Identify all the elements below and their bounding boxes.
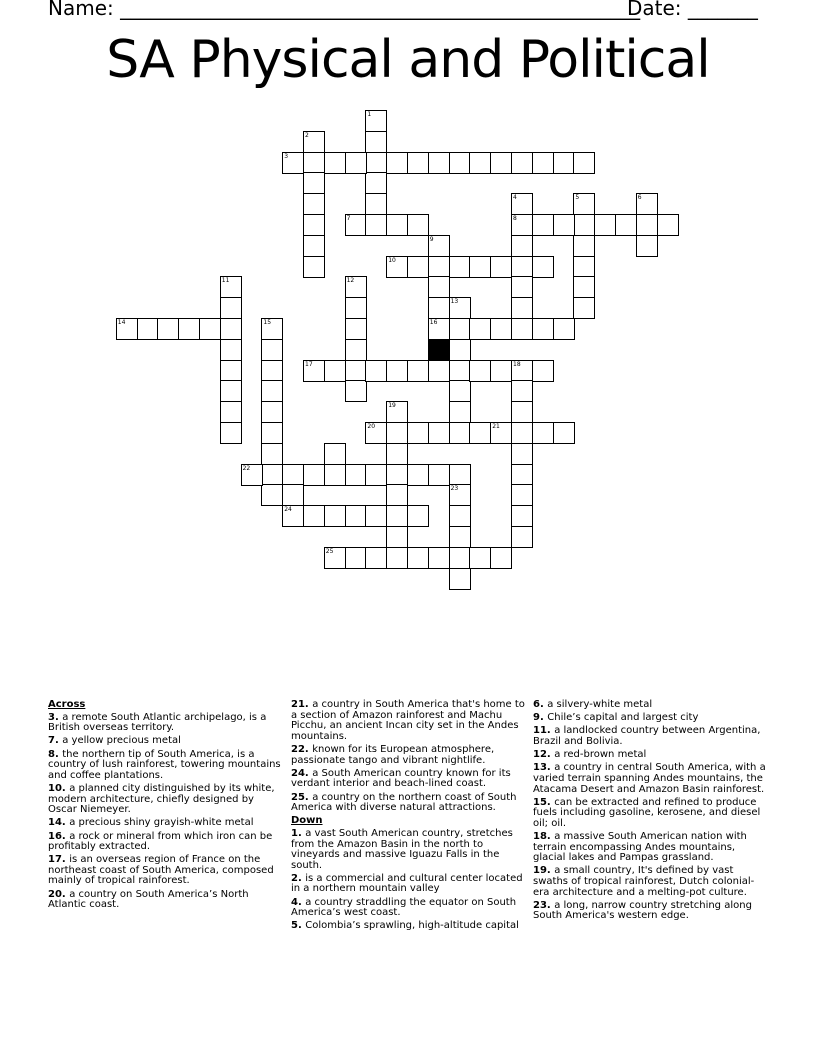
crossword-cell[interactable] bbox=[511, 360, 533, 382]
crossword-cell[interactable] bbox=[532, 360, 554, 382]
crossword-cell[interactable] bbox=[241, 464, 263, 486]
name-field-label: Name: ____________________________________________________ bbox=[48, 0, 641, 20]
crossword-cell[interactable] bbox=[449, 422, 471, 444]
crossword-cell[interactable] bbox=[261, 360, 283, 382]
crossword-cell[interactable] bbox=[428, 464, 450, 486]
crossword-cell[interactable] bbox=[178, 318, 200, 340]
crossword-cell[interactable] bbox=[282, 464, 304, 486]
crossword-cell[interactable] bbox=[282, 152, 304, 174]
clue-item-number: 10. bbox=[48, 782, 70, 794]
clue-item bbox=[48, 784, 282, 816]
clue-item bbox=[48, 832, 282, 853]
clue-item bbox=[291, 898, 525, 919]
crossword-cell[interactable] bbox=[365, 131, 387, 153]
crossword-cell[interactable] bbox=[553, 318, 575, 340]
crossword-cell[interactable] bbox=[365, 214, 387, 236]
crossword-cell[interactable] bbox=[511, 193, 533, 215]
crossword-cell[interactable] bbox=[345, 339, 367, 361]
clue-item-number: 13. bbox=[533, 762, 555, 774]
crossword-cell[interactable] bbox=[449, 297, 471, 319]
clue-item-text: a small country, It's defined by vast swaths of tropical rainforest, Dutch colonial-era architecture and a melting-pot culture. bbox=[533, 865, 755, 898]
clue-item-number: 15. bbox=[533, 796, 555, 808]
clue-item-number: 8. bbox=[48, 748, 63, 760]
clue-item-number: 7. bbox=[48, 735, 63, 747]
crossword-cell[interactable] bbox=[386, 464, 408, 486]
crossword-cell[interactable] bbox=[116, 318, 138, 340]
crossword-cell[interactable] bbox=[553, 214, 575, 236]
clue-item-text: Chile’s capital and largest city bbox=[547, 712, 699, 724]
crossword-cell[interactable] bbox=[449, 339, 471, 361]
clue-number: 6 bbox=[637, 194, 642, 202]
clue-item bbox=[291, 874, 525, 895]
clue-section-heading: Across bbox=[48, 699, 86, 710]
clue-number: 9 bbox=[429, 235, 434, 243]
crossword-cell[interactable] bbox=[449, 360, 471, 382]
crossword-cell[interactable] bbox=[199, 318, 221, 340]
crossword-cell[interactable] bbox=[469, 547, 491, 569]
clue-number: 22 bbox=[242, 464, 251, 472]
crossword-cell[interactable] bbox=[449, 484, 471, 506]
crossword-cell[interactable] bbox=[511, 484, 533, 506]
crossword-cell[interactable] bbox=[511, 380, 533, 402]
clue-item bbox=[48, 750, 282, 782]
crossword-cell[interactable] bbox=[407, 464, 429, 486]
crossword-cell[interactable] bbox=[511, 297, 533, 319]
crossword-cell[interactable] bbox=[261, 484, 283, 506]
clue-item-text: a massive South American nation with terrain encompassing Andes mountains, glacial lakes and Pampas grassland. bbox=[533, 831, 747, 864]
crossword-cell[interactable] bbox=[573, 297, 595, 319]
clue-item bbox=[533, 832, 767, 864]
crossword-cell[interactable] bbox=[490, 547, 512, 569]
crossword-block-cell bbox=[428, 339, 450, 361]
clue-number: 14 bbox=[117, 319, 126, 326]
clue-item-text: a country straddling the equator on South America’s west coast. bbox=[291, 896, 517, 919]
clue-item-text: a rock or mineral from which iron can be profitably extracted. bbox=[48, 830, 273, 853]
crossword-cell[interactable] bbox=[553, 422, 575, 444]
crossword-cell[interactable] bbox=[594, 214, 616, 236]
clue-column-2 bbox=[291, 700, 525, 935]
crossword-cell[interactable] bbox=[532, 152, 554, 174]
crossword-cell[interactable] bbox=[449, 152, 471, 174]
crossword-cell[interactable] bbox=[428, 297, 450, 319]
crossword-cell[interactable] bbox=[303, 505, 325, 527]
crossword-cell[interactable] bbox=[303, 464, 325, 486]
crossword-cell[interactable] bbox=[428, 276, 450, 298]
clue-number: 25 bbox=[325, 547, 334, 555]
clue-number: 10 bbox=[388, 256, 396, 264]
crossword-cell[interactable] bbox=[324, 360, 346, 382]
crossword-cell[interactable] bbox=[469, 360, 491, 382]
crossword-cell[interactable] bbox=[490, 256, 512, 278]
crossword-cell[interactable] bbox=[511, 422, 533, 444]
crossword-cell[interactable] bbox=[386, 422, 408, 444]
clue-number: 11 bbox=[221, 277, 230, 285]
clue-item-number: 20. bbox=[48, 888, 70, 900]
clue-item-text: a country on the northern coast of South America with diverse natural attractions. bbox=[291, 791, 517, 814]
clue-item-text: a long, narrow country stretching along South America's western edge. bbox=[533, 899, 752, 922]
clue-number: 21 bbox=[492, 423, 500, 430]
clue-item-text: a vast South American country, stretches from the Amazon Basin in the north to vineyards and massive Iguazu Falls in the south. bbox=[291, 827, 513, 871]
crossword-cell[interactable] bbox=[449, 256, 471, 278]
crossword-cell[interactable] bbox=[657, 214, 679, 236]
crossword-cell[interactable] bbox=[407, 152, 429, 174]
clue-item-number: 5. bbox=[291, 920, 306, 932]
crossword-cell[interactable] bbox=[636, 193, 658, 215]
crossword-cell[interactable] bbox=[573, 235, 595, 257]
clue-item-text: a remote South Atlantic archipelago, is a British overseas territory. bbox=[48, 711, 267, 734]
crossword-cell[interactable] bbox=[365, 422, 387, 444]
crossword-cell[interactable] bbox=[345, 360, 367, 382]
crossword-cell[interactable] bbox=[428, 235, 450, 257]
crossword-cell[interactable] bbox=[365, 152, 387, 174]
clue-number: 18 bbox=[513, 360, 521, 368]
clue-item-text: is a commercial and cultural center located in a northern mountain valley bbox=[291, 872, 523, 895]
crossword-cell[interactable] bbox=[428, 318, 450, 340]
clue-item-text: a country in central South America, with a varied terrain spanning Andes mountains, the Atacama Desert and Amazon Basin rainforest. bbox=[533, 762, 766, 795]
crossword-cell[interactable] bbox=[449, 401, 471, 423]
crossword-cell[interactable] bbox=[386, 547, 408, 569]
crossword-cell[interactable] bbox=[511, 464, 533, 486]
clue-item bbox=[291, 793, 525, 814]
crossword-cell[interactable] bbox=[303, 152, 325, 174]
crossword-cell[interactable] bbox=[532, 256, 554, 278]
clue-number: 1 bbox=[367, 111, 372, 118]
crossword-cell[interactable] bbox=[261, 401, 283, 423]
crossword-cell[interactable] bbox=[324, 547, 346, 569]
crossword-cell[interactable] bbox=[261, 380, 283, 402]
crossword-cell[interactable] bbox=[282, 505, 304, 527]
clue-number: 4 bbox=[513, 194, 517, 202]
crossword-cell[interactable] bbox=[303, 193, 325, 215]
crossword-cell[interactable] bbox=[407, 505, 429, 527]
crossword-cell[interactable] bbox=[636, 235, 658, 257]
clue-item-text: Colombia’s sprawling, high-altitude capital bbox=[305, 920, 519, 932]
clue-item-number: 18. bbox=[533, 831, 555, 843]
crossword-cell[interactable] bbox=[386, 360, 408, 382]
clue-item-number: 24. bbox=[291, 767, 313, 779]
crossword-cell[interactable] bbox=[261, 464, 283, 486]
clue-number: 20 bbox=[367, 423, 376, 430]
crossword-cell[interactable] bbox=[532, 422, 554, 444]
crossword-cell[interactable] bbox=[345, 152, 367, 174]
crossword-cell[interactable] bbox=[449, 380, 471, 402]
clue-number: 12 bbox=[346, 277, 355, 285]
page-title: SA Physical and Political bbox=[106, 30, 710, 90]
crossword-cell[interactable] bbox=[365, 193, 387, 215]
crossword-cell[interactable] bbox=[553, 152, 575, 174]
clue-item-number: 11. bbox=[533, 725, 555, 737]
crossword-cell[interactable] bbox=[365, 505, 387, 527]
clue-item-text: the northern tip of South America, is a country of lush rainforest, towering mountains and coffee plantations. bbox=[48, 748, 281, 781]
clue-item bbox=[533, 866, 767, 898]
crossword-cell[interactable] bbox=[573, 152, 595, 174]
crossword-cell[interactable] bbox=[365, 172, 387, 194]
crossword-cell[interactable] bbox=[407, 422, 429, 444]
clue-number: 24 bbox=[284, 506, 292, 514]
clue-item-text: can be extracted and refined to produce fuels including gasoline, kerosene, and diesel oil; oil. bbox=[533, 796, 761, 829]
clue-item bbox=[48, 890, 282, 911]
crossword-cell[interactable] bbox=[407, 214, 429, 236]
crossword-cell[interactable] bbox=[220, 380, 242, 402]
clue-item-number: 4. bbox=[291, 896, 306, 908]
crossword-cell[interactable] bbox=[469, 318, 491, 340]
crossword-cell[interactable] bbox=[469, 152, 491, 174]
crossword-cell[interactable] bbox=[303, 235, 325, 257]
clue-column-3 bbox=[533, 700, 767, 925]
crossword-cell[interactable] bbox=[428, 360, 450, 382]
crossword-cell[interactable] bbox=[449, 568, 471, 590]
clue-column-1 bbox=[48, 700, 282, 913]
crossword-cell[interactable] bbox=[157, 318, 179, 340]
clue-number: 15 bbox=[263, 319, 272, 326]
crossword-cell[interactable] bbox=[261, 339, 283, 361]
clue-item-text: a landlocked country between Argentina, Brazil and Bolivia. bbox=[533, 725, 761, 747]
clue-item-number: 3. bbox=[48, 711, 63, 723]
clue-item bbox=[48, 818, 282, 829]
clue-item-number: 21. bbox=[291, 699, 313, 710]
clue-item bbox=[533, 726, 767, 747]
crossword-cell[interactable] bbox=[261, 422, 283, 444]
clue-item bbox=[48, 713, 282, 734]
crossword-cell[interactable] bbox=[345, 297, 367, 319]
crossword-cell[interactable] bbox=[573, 214, 595, 236]
crossword-cell[interactable] bbox=[220, 318, 242, 340]
crossword-cell[interactable] bbox=[511, 505, 533, 527]
crossword-cell[interactable] bbox=[386, 256, 408, 278]
crossword-cell[interactable] bbox=[386, 484, 408, 506]
clue-item-text: a South American country known for its verdant interior and beach-lined coast. bbox=[291, 767, 511, 790]
crossword-cell[interactable] bbox=[428, 256, 450, 278]
crossword-cell[interactable] bbox=[365, 464, 387, 486]
crossword-cell[interactable] bbox=[220, 360, 242, 382]
crossword-cell[interactable] bbox=[386, 401, 408, 423]
crossword-cell[interactable] bbox=[511, 401, 533, 423]
crossword-cell[interactable] bbox=[573, 256, 595, 278]
crossword-cell[interactable] bbox=[345, 276, 367, 298]
clue-item bbox=[533, 700, 767, 711]
clue-number: 8 bbox=[513, 215, 517, 222]
crossword-cell[interactable] bbox=[345, 214, 367, 236]
crossword-cell[interactable] bbox=[220, 401, 242, 423]
clue-item-number: 1. bbox=[291, 827, 306, 839]
crossword-cell[interactable] bbox=[490, 152, 512, 174]
clue-item-text: a planned city distinguished by its white, modern architecture, chiefly designed by Oscar Niemeyer. bbox=[48, 782, 275, 816]
crossword-cell[interactable] bbox=[365, 547, 387, 569]
clue-number: 7 bbox=[346, 215, 351, 222]
clue-number: 2 bbox=[305, 131, 309, 139]
crossword-cell[interactable] bbox=[573, 276, 595, 298]
crossword-cell[interactable] bbox=[511, 256, 533, 278]
crossword-cell[interactable] bbox=[469, 422, 491, 444]
clue-item-text: a country in South America that's home to a section of Amazon rainforest and Machu Picchu, an ancient Incan city set in the Andes mountains. bbox=[291, 699, 525, 742]
crossword-cell[interactable] bbox=[365, 110, 387, 132]
crossword-cell[interactable] bbox=[490, 360, 512, 382]
clue-item-text: a country on South America’s North Atlantic coast. bbox=[48, 888, 249, 911]
clue-item-text: is an overseas region of France on the northeast coast of South America, composed mainly of tropical rainforest. bbox=[48, 854, 274, 887]
clue-item bbox=[291, 745, 525, 766]
crossword-cell[interactable] bbox=[386, 505, 408, 527]
crossword-cell[interactable] bbox=[303, 172, 325, 194]
crossword-cell[interactable] bbox=[428, 152, 450, 174]
crossword-cell[interactable] bbox=[303, 360, 325, 382]
clue-item-number: 6. bbox=[533, 699, 548, 710]
crossword-cell[interactable] bbox=[324, 505, 346, 527]
crossword-cell[interactable] bbox=[511, 235, 533, 257]
crossword-cell[interactable] bbox=[220, 297, 242, 319]
clue-number: 13 bbox=[450, 298, 459, 306]
crossword-cell[interactable] bbox=[324, 443, 346, 465]
crossword-cell[interactable] bbox=[449, 464, 471, 486]
crossword-cell[interactable] bbox=[345, 547, 367, 569]
crossword-cell[interactable] bbox=[636, 214, 658, 236]
clue-number: 16 bbox=[429, 319, 438, 326]
clue-item bbox=[48, 736, 282, 747]
crossword-cell[interactable] bbox=[532, 214, 554, 236]
crossword-cell[interactable] bbox=[511, 526, 533, 548]
clue-item-number: 22. bbox=[291, 743, 313, 755]
clue-number: 17 bbox=[305, 360, 313, 368]
clue-section-heading: Down bbox=[291, 815, 323, 827]
crossword-cell[interactable] bbox=[261, 443, 283, 465]
clue-item-number: 16. bbox=[48, 830, 70, 842]
crossword-cell[interactable] bbox=[449, 526, 471, 548]
clue-item bbox=[533, 763, 767, 795]
crossword-cell[interactable] bbox=[220, 276, 242, 298]
crossword-cell[interactable] bbox=[303, 214, 325, 236]
clue-item-text: known for its European atmosphere, passionate tango and vibrant nightlife. bbox=[291, 743, 495, 766]
crossword-cell[interactable] bbox=[386, 152, 408, 174]
crossword-cell[interactable] bbox=[490, 318, 512, 340]
crossword-cell[interactable] bbox=[407, 256, 429, 278]
clue-item bbox=[291, 769, 525, 790]
crossword-cell[interactable] bbox=[137, 318, 159, 340]
crossword-cell[interactable] bbox=[324, 152, 346, 174]
crossword-cell[interactable] bbox=[511, 318, 533, 340]
date-field-label: Date: _______ bbox=[627, 0, 758, 20]
crossword-cell[interactable] bbox=[532, 318, 554, 340]
crossword-cell[interactable] bbox=[220, 339, 242, 361]
crossword-cell[interactable] bbox=[511, 276, 533, 298]
clue-item-text: a silvery-white metal bbox=[547, 699, 653, 710]
clue-item-number: 25. bbox=[291, 791, 313, 803]
crossword-cell[interactable] bbox=[365, 360, 387, 382]
crossword-cell[interactable] bbox=[386, 214, 408, 236]
crossword-cell[interactable] bbox=[511, 152, 533, 174]
clue-item bbox=[291, 700, 525, 742]
crossword-cell[interactable] bbox=[449, 505, 471, 527]
crossword-cell[interactable] bbox=[282, 484, 304, 506]
clue-number: 23 bbox=[450, 485, 459, 493]
clue-item bbox=[291, 921, 525, 932]
clue-item-number: 14. bbox=[48, 817, 70, 829]
clue-item-text: a precious shiny grayish-white metal bbox=[69, 817, 254, 829]
crossword-cell[interactable] bbox=[261, 318, 283, 340]
clue-item bbox=[291, 829, 525, 871]
crossword-cell[interactable] bbox=[428, 422, 450, 444]
crossword-cell[interactable] bbox=[428, 547, 450, 569]
clue-item bbox=[533, 713, 767, 724]
crossword-cell[interactable] bbox=[573, 193, 595, 215]
crossword-cell[interactable] bbox=[345, 318, 367, 340]
clue-item-number: 2. bbox=[291, 872, 306, 884]
clue-item bbox=[48, 855, 282, 887]
crossword-cell[interactable] bbox=[449, 547, 471, 569]
clue-item-text: a yellow precious metal bbox=[62, 735, 181, 747]
crossword-cell[interactable] bbox=[303, 131, 325, 153]
crossword-cell[interactable] bbox=[449, 318, 471, 340]
crossword-cell[interactable] bbox=[469, 256, 491, 278]
crossword-cell[interactable] bbox=[220, 422, 242, 444]
crossword-cell[interactable] bbox=[345, 505, 367, 527]
clue-number: 5 bbox=[575, 194, 580, 202]
clue-item-number: 12. bbox=[533, 749, 555, 761]
crossword-cell[interactable] bbox=[490, 422, 512, 444]
crossword-cell[interactable] bbox=[511, 443, 533, 465]
crossword-cell[interactable] bbox=[345, 464, 367, 486]
clue-item-number: 17. bbox=[48, 854, 70, 866]
clue-item bbox=[533, 750, 767, 761]
crossword-cell[interactable] bbox=[303, 256, 325, 278]
crossword-cell[interactable] bbox=[615, 214, 637, 236]
clue-item bbox=[533, 798, 767, 830]
crossword-cell[interactable] bbox=[511, 214, 533, 236]
clue-number: 3 bbox=[284, 152, 289, 160]
clue-number: 19 bbox=[388, 402, 396, 410]
clue-item-text: a red-brown metal bbox=[554, 749, 647, 761]
crossword-cell[interactable] bbox=[386, 443, 408, 465]
crossword-cell[interactable] bbox=[407, 360, 429, 382]
crossword-cell[interactable] bbox=[407, 547, 429, 569]
clue-item-number: 19. bbox=[533, 865, 555, 877]
clue-item bbox=[533, 901, 767, 922]
clue-item-number: 9. bbox=[533, 712, 548, 724]
crossword-cell[interactable] bbox=[386, 526, 408, 548]
clue-item-number: 23. bbox=[533, 899, 555, 911]
crossword-cell[interactable] bbox=[345, 380, 367, 402]
crossword-cell[interactable] bbox=[324, 464, 346, 486]
